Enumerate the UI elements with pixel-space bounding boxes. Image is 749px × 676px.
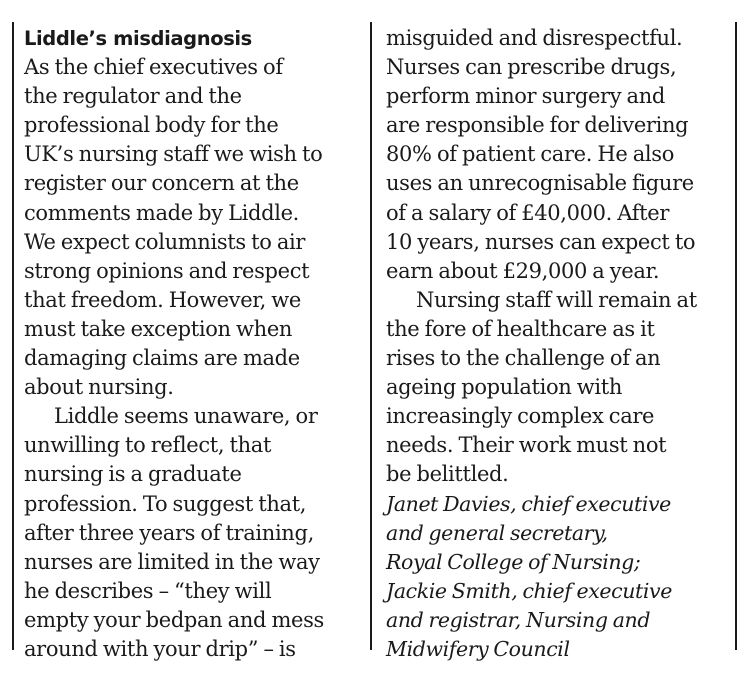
signature-line: Jackie Smith, chief executive [386, 578, 672, 603]
text-line: nursing is a graduate [24, 462, 242, 487]
letter-headline: Liddle’s misdiagnosis [24, 27, 252, 50]
text-line: increasingly complex care [386, 404, 655, 429]
signature-line: and registrar, Nursing and [386, 607, 651, 632]
text-line: empty your bedpan and mess [24, 607, 324, 632]
text-line: misguided and disrespectful. [386, 26, 683, 50]
text-line: 10 years, nurses can expect to [386, 229, 696, 254]
text-line: needs. Their work must not [386, 433, 667, 458]
text-line: 80% of patient care. He also [386, 142, 674, 167]
letter-right-column [386, 24, 731, 664]
text-line: comments made by Liddle. [24, 200, 300, 225]
text-line: about nursing. [24, 375, 174, 400]
letter-left-column [24, 24, 369, 664]
text-line: must take exception when [24, 316, 293, 341]
text-line: profession. To suggest that, [24, 491, 307, 516]
text-line: As the chief executives of [24, 55, 283, 80]
text-line: are responsible for delivering [386, 113, 689, 138]
text-line: earn about £29,000 a year. [386, 258, 660, 283]
text-line: unwilling to reflect, that [24, 433, 272, 458]
text-line: the regulator and the [24, 84, 242, 109]
signature-line: Janet Davies, chief executive [386, 491, 671, 516]
text-line: around with your drip” – is [24, 636, 296, 661]
signature-line: Royal College of Nursing; [386, 549, 641, 574]
text-line: he describes – “they will [24, 578, 272, 603]
text-line: that freedom. However, we [24, 287, 302, 312]
text-line: ageing population with [386, 375, 622, 400]
text-line: Nurses can prescribe drugs, [386, 55, 677, 80]
column-divider-rule [370, 22, 372, 650]
right-column-rule [735, 22, 737, 650]
text-line: uses an unrecognisable figure [386, 171, 694, 196]
text-line: UK’s nursing staff we wish to [24, 142, 323, 167]
left-column-rule [12, 22, 14, 650]
text-line: the fore of healthcare as it [386, 316, 655, 341]
text-line: strong opinions and respect [24, 258, 310, 283]
signature-line: and general secretary, [386, 520, 608, 545]
text-line: professional body for the [24, 113, 279, 138]
text-line: register our concern at the [24, 171, 299, 196]
text-line: rises to the challenge of an [386, 346, 661, 371]
paragraph-start-line: Liddle seems unaware, or [54, 404, 318, 429]
text-line: perform minor surgery and [386, 84, 665, 109]
signature-line: Midwifery Council [386, 636, 570, 661]
text-line: be belittled. [386, 462, 509, 487]
text-line: of a salary of £40,000. After [386, 200, 670, 225]
text-line: nurses are limited in the way [24, 549, 320, 574]
paragraph-start-line: Nursing staff will remain at [416, 287, 697, 312]
text-line: after three years of training, [24, 520, 314, 545]
text-line: We expect columnists to air [24, 229, 306, 254]
text-line: damaging claims are made [24, 346, 300, 371]
